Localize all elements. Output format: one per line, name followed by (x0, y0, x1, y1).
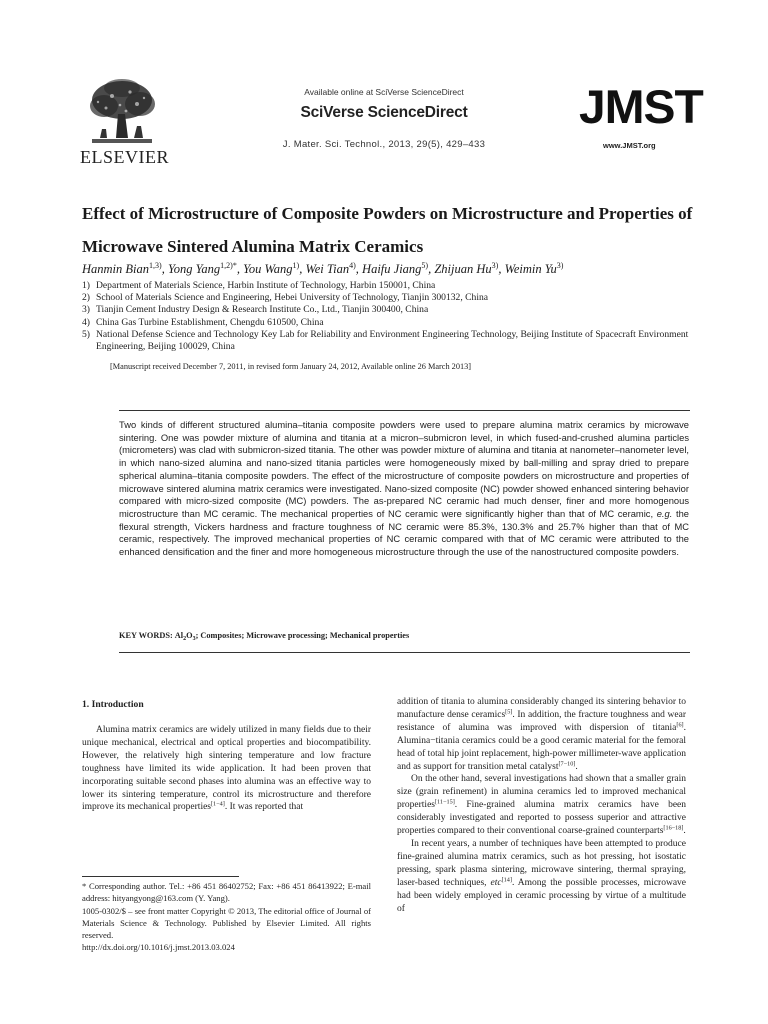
affiliation-number: 4) (82, 316, 90, 328)
abstract-top-rule (119, 410, 690, 411)
affiliation-text: Tianjin Cement Industry Design & Research Institute Co., Ltd., Tianjin 300400, China (96, 304, 429, 316)
keyword-formula: $Al_2O_3$; Composites; Microwave processing; Mechanical properties (174, 631, 410, 642)
author-affil-mark: 1) (292, 261, 300, 270)
author-affil-mark: 4) (349, 261, 356, 270)
keywords (119, 631, 409, 640)
corresponding-author-note: * Corresponding author. Tel.: +86 451 86402752; Fax: +86 451 86413922; E-mail address: hityangyong@163.com (Y. Yang). (82, 881, 371, 904)
author-affil-mark: 5) (421, 261, 429, 270)
citation-ref[interactable]: [1−4] (211, 800, 225, 808)
affiliation-item (82, 292, 692, 304)
citation-ref[interactable]: [7−10] (558, 760, 576, 768)
publisher-name: ELSEVIER (80, 147, 169, 167)
affiliation-number: 1) (82, 280, 90, 291)
available-online-line: Available online at SciVerse ScienceDirect (304, 87, 464, 97)
citation-ref[interactable]: [14] (501, 876, 512, 884)
doi-link[interactable]: http://dx.doi.org/10.1016/j.jmst.2013.03.024 (82, 942, 235, 953)
body-column-left (82, 724, 371, 814)
affiliation-text: National Defense Science and Technology Key Lab for Reliability and Environment Engineering Technology, Beijing Institute of Spacecraft Environment Engineering, Beijing 100029, China (96, 328, 689, 353)
journal-citation: J. Mater. Sci. Technol., 2013, 29(5), 429–433 (282, 139, 486, 150)
abstract-text: Two kinds of different structured alumina–titania composite powders were used to prepare alumina matrix ceramics by microwave sintering. One was powder mixture of alumina and titania at a micron–submicron level, in which fused-and-crushed alumina particles (micrometers) was clad with submicron-sized titania. The other was powder mixture of alumina and titania at nanometer–nanometer level, in which nano-sized alumina and nano-sized titania particles were homogeneously mixed by ball-milling and spray dried to prepare spherical alumina–titania composite powders. The effect of the microstructure of composite powders on microstructure and properties of microwave sintered alumina matrix ceramics were investigated. Nano-sized composite (NC) powder showed enhanced sintering behavior compared with micro-sized composite (MC) powders. The as-prepared NC ceramic had much denser, finer and more homogenous microstructure than MC ceramic. The mechanical properties of NC ceramic were significantly higher than that of MC ceramic, (119, 420, 689, 519)
author-affil-mark: 3) (556, 261, 564, 270)
author-name: Weimin Yu (504, 262, 557, 276)
affiliation-item (82, 317, 692, 329)
abstract-text: the flexural strength, Vickers hardness and fracture toughness of NC ceramic were 85.3%, 130.3% and 25.7% higher than that of MC ceramic, respectively. The improved mechanical properties of NC ceramic compared with that of MC ceramic were attributed to the enhanced densification and the finer and more homogeneous microstructure through the use of the nanostructured composite powders. (119, 508, 689, 558)
paragraph: On the other hand, several investigations had shown that a smaller grain size (grain refinement) in alumina ceramics led to improved mechanical properties[11−15]. Fine-grained alumina matrix ceramics have been considerably investigated and reported to possess superior and attractive properties compared to their conventional coarse-grained counterparts[16−18]. (397, 774, 686, 837)
affiliation-text: Department of Materials Science, Harbin Institute of Technology, Harbin 150001, China (96, 280, 436, 291)
affiliation-item (82, 329, 692, 353)
affiliation-item (82, 304, 692, 316)
abstract (119, 419, 689, 559)
affiliation-number: 2) (82, 292, 90, 304)
affiliation-number: 5) (82, 328, 90, 340)
footnote-rule (82, 876, 239, 877)
author-name: Haifu Jiang (362, 262, 422, 276)
citation-ref[interactable]: [6] (676, 721, 684, 729)
affiliation-list (82, 280, 692, 353)
journal-logo: JMST (579, 80, 703, 133)
paragraph: addition of titania to alumina considerably changed its sintering behavior to manufacture dense ceramics[5]. In addition, the fracture toughness and wear resistance of alumina was improved with dispersion of titania[6]. Alumina−titania ceramics could be a good ceramic material for the femoral head of total hip joint replacement, high-power millimeter-wave application and as support for transition metal catalyst[7−10]. (397, 697, 687, 772)
body-column-right (397, 696, 686, 915)
copyright-note: 1005-0302/$ – see front matter Copyright © 2013, The editorial office of Journal of Materials Science & Technology. Published by Elsevier Limited. All rights reserved. (82, 905, 371, 941)
paragraph: Alumina matrix ceramics are widely utilized in many fields due to their unique mechanical, electrical and optical properties and biocompatibility. However, the relatively high sintering temperature and low fracture toughness have limited its wide application. It had been proven that incorporating suitable second phases into alumina was an effective way to lower its sintering temperature, control its microstructure and therefore improve its mechanical properties[1−4]. It was reported that (82, 725, 371, 813)
platform-name: SciVerse ScienceDirect (300, 104, 468, 121)
abstract-bottom-rule (119, 652, 690, 653)
author-name: Yong Yang (167, 262, 221, 276)
author-affil-mark: 1,2)* (220, 261, 237, 270)
citation-ref[interactable]: [5] (505, 708, 513, 716)
affiliation-number: 3) (82, 304, 90, 316)
keywords-label: KEY WORDS: (119, 631, 173, 640)
author-name: Zhijuan Hu (434, 262, 492, 276)
section-heading-introduction: 1. Introduction (82, 699, 144, 710)
affiliation-text: School of Materials Science and Engineering, Hebei University of Technology, Tianjin 300132, China (96, 292, 489, 304)
article-title: Effect of Microstructure of Composite Powders on Microstructure and Properties of Microwave Sintered Alumina Matrix Ceramics (82, 204, 693, 256)
abstract-eg: e.g. (656, 508, 673, 519)
footnote (82, 880, 371, 954)
author-name: Wei Tian (305, 262, 350, 276)
paragraph: In recent years, a number of techniques have been attempted to produce fine-grained alumina matrix ceramics, such as hot pressing, hot isostatic pressing, spark plasma sintering, microwave sintering, thermal spraying, laser-based techniques, etc[14]. Among the possible processes, microwave had been widely employed in ceramic processing by virtue of a multitude of (397, 838, 687, 914)
manuscript-history: [Manuscript received December 7, 2011, in revised form January 24, 2012, Available online 26 March 2013] (110, 362, 472, 371)
affiliation-item (82, 280, 692, 292)
author-name: You Wang (243, 262, 293, 276)
citation-ref[interactable]: [11−15] (435, 798, 455, 806)
author-affil-mark: 1,3) (149, 261, 162, 270)
author-list: Hanmin Bian$^{1,3)}$, Yong Yang$^{1,2)*}$, You Wang$^{1)}$, Wei Tian$^{4)}$, Haifu Jiang$^{5)}$, Zhijuan Hu$^{3)}$, Weimin Yu$^{3)}$ (82, 261, 564, 276)
author-name: Hanmin Bian (82, 262, 150, 276)
affiliation-text: China Gas Turbine Establishment, Chengdu 610500, China (96, 316, 324, 328)
citation-ref[interactable]: [16−18] (663, 824, 684, 832)
author-affil-mark: 3) (491, 261, 499, 270)
journal-url[interactable]: www.JMST.org (603, 141, 656, 150)
